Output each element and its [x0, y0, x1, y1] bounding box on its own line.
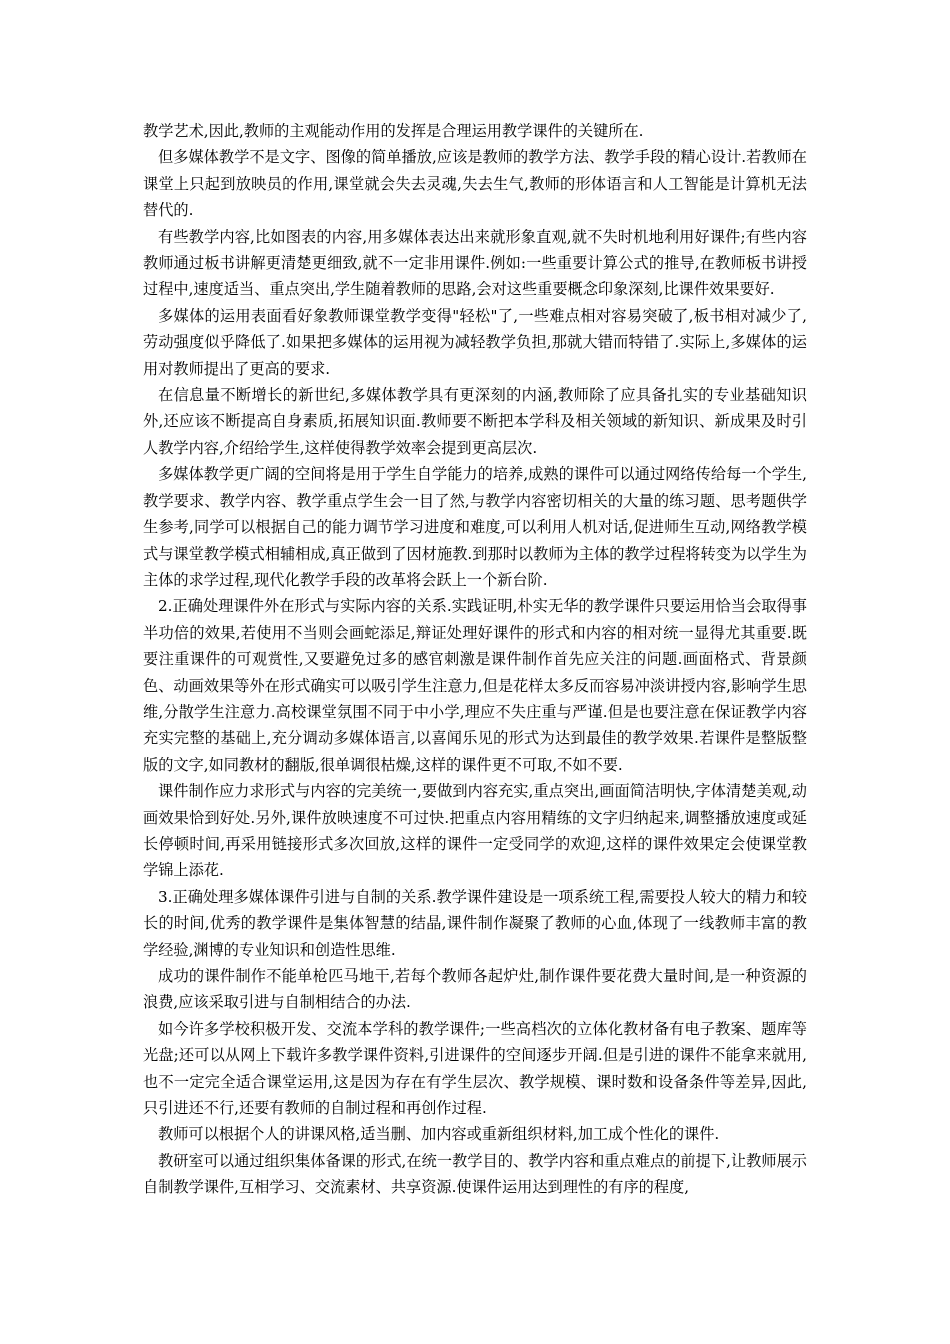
paragraph-self-study: 多媒体教学更广阔的空间将是用于学生自学能力的培养,成熟的课件可以通过网络传给每一个学生,教学要求、教学内容、教学重点学生会一目了然,与教学内容密切相关的大量的练习题、思考题供学生参考,同学可以根据自己的能力调节学习进度和难度,可以利用人机对话,促进师生互动,网络教学模式与课堂教学模式相辅相成,真正做到了因材施教.到那时以教师为主体的教学过程将转变为以学生为主体的求学过程,现代化教学手段的改革将会跃上一个新台阶.	[143, 465, 807, 589]
paragraph-collective-preparation: 教研室可以通过组织集体备课的形式,在统一教学目的、教学内容和重点难点的前提下,让教师展示自制教学课件,互相学习、交流素材、共享资源.使课件运用达到理性的有序的程度,	[143, 1151, 807, 1197]
paragraph-multimedia-design: 但多媒体教学不是文字、图像的简单播放,应该是教师的教学方法、教学手段的精心设计.若教师在课堂上只起到放映员的作用,课堂就会失去灵魂,失去生气,教师的形体语言和人工智能是计算机无法替代的.	[143, 148, 807, 220]
paragraph-section-2-form-content: 2.正确处理课件外在形式与实际内容的关系.实践证明,朴实无华的教学课件只要运用恰当会取得事半功倍的效果,若使用不当则会画蛇添足,辩证处理好课件的形式和内容的相对统一显得尤其重要.既要注重课件的可观赏性,又要避免过多的感官刺激是课件制作首先应关注的问题.画面格式、背景颜色、动画效果等外在形式确实可以吸引学生注意力,但是花样太多反而容易冲淡讲授内容,影响学生思维,分散学生注意力.高校课堂氛围不同于中小学,理应不失庄重与严谨.但是也要注意在保证教学内容充实完整的基础上,充分调动多媒体语言,以喜闻乐见的形式为达到最佳的教学效果.若课件是整版整版的文字,如同教材的翻版,很单调很枯燥,这样的课件更不可取,不如不要.	[143, 597, 807, 774]
paragraph-personalized-courseware: 教师可以根据个人的讲课风格,适当删、加内容或重新组织材料,加工成个性化的课件.	[158, 1125, 720, 1144]
paragraph-continuation: 教学艺术,因此,教师的主观能动作用的发挥是合理运用教学课件的关键所在.	[143, 122, 644, 140]
paragraph-combined-approach: 成功的课件制作不能单枪匹马地干,若每个教师各起炉灶,制作课件要花费大量时间,是一种资源的浪费,应该采取引进与自制相结合的办法.	[143, 967, 807, 1012]
paragraph-higher-requirements: 多媒体的运用表面看好象教师课堂教学变得"轻松"了,一些难点相对容易突破了,板书相对减少了,劳动强度似乎降低了.如果把多媒体的运用视为减轻教学负担,那就大错而特错了.实际上,多媒体的运用对教师提出了更高的要求.	[143, 306, 807, 378]
paragraph-content-choice: 有些教学内容,比如图表的内容,用多媒体表达出来就形象直观,就不失时机地利用好课件;有些内容教师通过板书讲解更清楚更细致,就不一定非用课件.例如:一些重要计算公式的推导,在教师板书讲授过程中,速度适当、重点突出,学生随着教师的思路,会对这些重要概念印象深刻,比课件效果要好.	[143, 227, 807, 299]
document-page	[143, 118, 807, 1201]
paragraph-imported-courseware: 如今许多学校积极开发、交流本学科的教学课件;一些高档次的立体化教材备有电子教案、题库等光盘;还可以从网上下载许多教学课件资料,引进课件的空间逐步开阔.但是引进的课件不能拿来就用,也不一定完全适合课堂运用,这是因为存在有学生层次、教学规模、课时数和设备条件等差异,因此,只引进还不行,还要有教师的自制过程和再创作过程.	[143, 1019, 807, 1118]
paragraph-form-unity: 课件制作应力求形式与内容的完美统一,要做到内容充实,重点突出,画面简洁明快,字体清楚美观,动画效果恰到好处.另外,课件放映速度不可过快.把重点内容用精练的文字归纳起来,调整播放速度或延长停顿时间,再采用链接形式多次回放,这样的课件一定受同学的欢迎,这样的课件效果定会使课堂教学锦上添花.	[143, 782, 807, 880]
paragraph-section-3-import-selfmade: 3.正确处理多媒体课件引进与自制的关系.教学课件建设是一项系统工程,需要投人较大的精力和较长的时间,优秀的教学课件是集体智慧的结晶,课件制作凝聚了教师的心血,体现了一线教师丰富的教学经验,渊博的专业知识和创造性思维.	[143, 887, 807, 959]
paragraph-teacher-quality: 在信息量不断增长的新世纪,多媒体教学具有更深刻的内涵,教师除了应具备扎实的专业基础知识外,还应该不断提高自身素质,拓展知识面.教师要不断把本学科及相关领域的新知识、新成果及时引人教学内容,介绍给学生,这样使得教学效率会提到更高层次.	[143, 386, 807, 457]
